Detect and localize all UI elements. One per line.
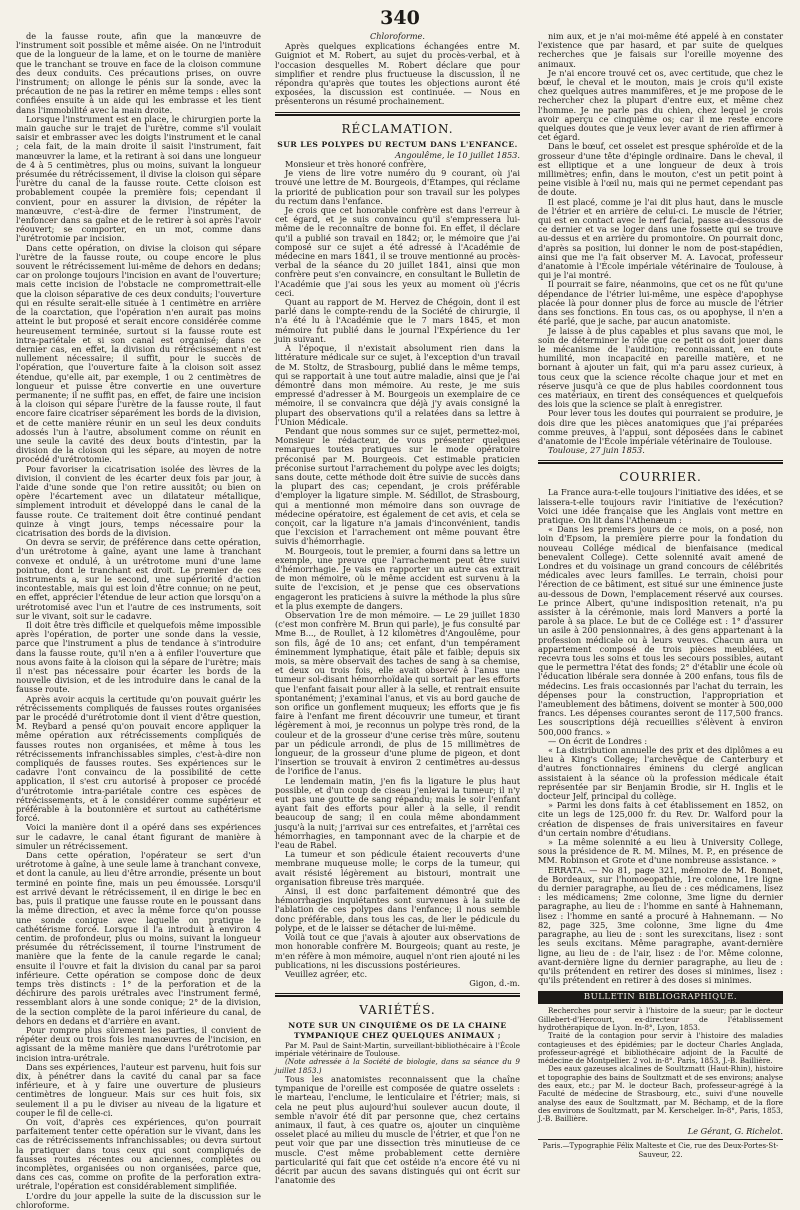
paragraph: nim aux, et je n'ai moi-même été appelé à en constater l'existence que par hasard, et par suite de quelques recherches que je faisais sur l'oreille moyenne des animaux. [538, 31, 783, 69]
paragraph: Voici la manière dont il a opéré dans ses expériences sur le cadavre, le canal étant figurant de manière à simuler un rétrécissement. [16, 822, 261, 851]
page-number: 340 [380, 7, 420, 29]
paragraph: La France aura-t-elle toujours l'initiative des idées, et se laissera-t-elle toujours ravir l'initiative de l'exécution? Voici une idée française que les Anglais vont mettre en pratique. On lit dans l'Athenæum : [538, 487, 783, 525]
paragraph: On devra se servir, de préférence dans cette opération, d'un urétrotome à gaîne, ayant une lame à tranchant convexe et ondulé, à un urétrotome muni d'une lame pointue, dont le tranchant est droit. Le premier de ces instruments a, sur le second, une supériorité d'action incontestable, mais qui est loin d'être connue; on ne peut, en effet, apprécier l'étendue de leur action que lorsqu'on a urétrotomisé avec l'un et l'autre de ces instruments, soit sur le vivant, soit sur le cadavre. [16, 537, 261, 621]
letter-salutation: Monsieur et très honoré confrère, [285, 159, 427, 170]
paragraph: « Dans les premiers jours de ce mois, on a posé, non loin d'Epsom, la première pierre pour la fondation du nouveau Collége médical de bienfaisance (medical benevalent College). Cette solennité avait amené de Londres et du voisinage un grand concours de célébrités médicales avec leurs familles. Le terrain, choisi pour l'érection de ce bâtiment, est situé sur une éminence juste au-dessous de Down, l'emplacement réservé aux courses. Le prince Albert, qu'une indisposition retenait, n'a pu assister à la cérémonie, mais lord Manvers a porté la parole à sa place. Le but de ce Collége est : 1° d'assurer un asile à 200 pensionnaires, à des gens appartenant à la profession médicale ou à leurs veuves. Chacun aura un appartement composé de trois pièces meublées, et recevra tous les soins et tous les secours possibles, autant que le permettra l'état des fonds; 2° d'établir une école où l'éducation libérale sera donnée à 200 enfans, tous fils de médecins. Les frais occasionnés par l'achat du terrain, les dépenses pour la construction, l'appropriation et l'ameublement des bâtimens, doivent se monter à 500,000 francs. Les dépenses courantes seront de 117,500 francs. Les souscriptions déjà recueillies s'élèvent à environ 500,000 francs. » [538, 524, 783, 737]
paragraph: — On écrit de Londres : [548, 735, 648, 746]
paragraph: Lorsque l'instrument est en place, le chirurgien porte la main gauche sur le trajet de l'urètre, comme s'il voulait saisir et embrasser avec les doigts l'instrument et le canal ; cela fait, de la main droite il saisit l'instrument, fait manœuvrer la lame, et la retirant à soi dans une longueur de 4 à 5 centimètres, plus ou moins, suivant la longueur présumée du rétrécissement, il divise la cloison qui sépare l'urètre du canal de la fausse route. Cette cloison est probablement coupée la première fois; cependant il convient, pour en assurer la division, de répéter la manœuvre, c'est-à-dire de fermer l'instrument, de l'enfoncer dans sa gaîne et de le retirer à soi après l'avoir réouvert; se comporter, en un mot, comme dans l'urétrotomie par incision. [16, 113, 261, 244]
paragraph: Pour lever tous les doutes qui pourraient se produire, je dois dire que les pièces anatomiques que j'ai préparées comme preuves, à l'appui, sont déposées dans le cabinet d'anatomie de l'École impériale vétérinaire de Toulouse. [538, 408, 783, 446]
paragraph: L'ordre du jour appelle la suite de la discussion sur le chloroforme. [16, 1190, 261, 1210]
chloroforme-summary: Après quelques explications échangées entre M. Guigniot et M. Robert, au sujet du procès-verbal, et à l'occasion desquelles M. Robert déclare que pour simplifier et rendre plus fructueuse la discussion, il ne répondra qu'après que toutes les objections auront été exposées, la discussion est continuée. — Nous en présenterons un résumé prochainement. [275, 41, 520, 107]
paragraph: Dans ses expériences, l'auteur est parvenu, huit fois sur dix, à pénétrer dans la cavité du canal par sa face inférieure, et à y faire une ouverture de plusieurs centimètres de longueur. Mais sur ces huit fois, six seulement il a pu le diviser au niveau de la ligature et couper le fil de celle-ci. [16, 1061, 261, 1118]
paragraph: Pour rompre plus sûrement les parties, il convient de répéter deux ou trois fois les manœuvres de l'incision, en agissant de la même manière que dans l'urétrotomie par incision intra-urétrale. [16, 1024, 261, 1063]
article-byline: Par M. Paul de Saint-Martin, surveillant-bibliothécaire à l'École impériale vétérinaire de Toulouse. [275, 1040, 520, 1059]
column-left [16, 32, 261, 1210]
paragraph: La tumeur et son pédicule étaient recouverts d'une membrane muqueuse molle; le corps de la tumeur, qui avait résisté légèrement au bistouri, montrait une organisation fibreuse très marquée. [275, 849, 520, 887]
paragraph: Veuillez agréer, etc. [285, 968, 368, 979]
paragraph: Recherches pour servir à l'histoire de la sueur; par le docteur Gillebert-d'Hercourt, ex-directeur de l'établissement hydrothérapique de Lyon. In-8°, Lyon, 1853. [538, 1006, 783, 1032]
paragraph: Après avoir acquis la certitude qu'on pouvait guérir les rétrécissements compliqués de fausses routes organisées par le procédé d'urétrotomie dont il vient d'être question, M. Reybard a pensé qu'on pouvait encore appliquer la même opération aux rétrécissements compliqués de fausses routes non organisées, et même à tous les rétrécissements infranchissables simples, c'est-à-dire non compliqués de fausses routes. Ses expériences sur le cadavre l'ont convaincu de la possibilité de cette application, il s'est cru autorisé à proposer ce procédé d'urétrotomie intra-pariétale contre ces espèces de rétrécissements, et à le considérer comme supérieur et préférable à la boutonnière et surtout au cathétérisme forcé. [16, 693, 261, 824]
divider [275, 112, 520, 113]
letter-place-date: Angoulême, le 10 juillet 1853. [395, 149, 520, 160]
paragraph: Dans cette opération, l'opérateur se sert d'un urétrotome à gaîne, à une seule lame à tranchant convexe, et dont la canule, au lieu d'être arrondie, présente un bout terminé en pointe fine, mais un peu émoussée. Lorsqu'il est arrivé devant le rétrécissement, il en dirige le bec en bas, puis il pratique une fausse route en le poussant dans la même direction, et avec la même force qu'on pousse une sonde conique avec laquelle on pratique le cathétérisme forcé. Lorsque il l'a introduit à environ 4 centim. de profondeur, plus ou moins, suivant la longueur présumée du rétrécissement, il tourne l'instrument de manière que la fente de la canule regarde le canal; ensuite il l'ouvre et fait la division du canal par sa paroi inférieure. Cette opération se compose donc de deux temps très distincts : 1° de la perforation et de la déchirure des parois urétrales avec l'instrument fermé, ressemblant alors à une sonde conique; 2° de la division, de la section complète de la paroi inférieure du canal, de dehors en dedans et d'arrière en avant. [16, 850, 261, 1026]
paragraph: Dans cette opération, on divise la cloison qui sépare l'urètre de la fausse route, ou coupe encore le plus souvent le rétrécissement lui-même de dehors en dedans; car on prolonge toujours l'incision en avant de l'ouverture; mais cette incision de l'obstacle ne compromettrait-elle que la cloison séparative de ces deux conduits; l'ouverture qui en résulte serait-elle située à 1 centimètre en arrière de la coarctation, que l'opération n'en aurait pas moins atteint le but proposé et serait encore considérée comme heureusement terminée, surtout si la fausse route est intra-pariétale et si son canal est organisé; dans ce dernier cas, en effet, la division du rétrécissement n'est nullement nécessaire; il suffit, pour le succès de l'opération, que l'ouverture faite à la cloison soit assez étendue, qu'elle ait, par exemple, 1 ou 2 centimètres de longueur et puisse être convertie en une ouverture permanente; il ne suffit pas, en effet, de faire une incision à la cloison qui sépare l'urètre de la fausse route, il faut encore faire cicatriser séparément les bords de la division, et de cette manière réunir en un seul les deux conduits adossés l'un à l'autre, absolument comme on réunit en une seule la cavité des deux bouts d'intestin, par la division de la cloison qui les sépare, au moyen de notre procédé d'urétrotomie. [16, 242, 261, 465]
printer-imprint: Paris.—Typographie Félix Malteste et Cie, rue des Deux-Portes-St-Sauveur, 22. [538, 1139, 783, 1160]
divider [275, 993, 520, 994]
paragraph: On voit, d'après ces expériences, qu'on pourrait parfaitement tenter cette opération sur le vivant, dans les cas de rétrécissements infranchissables; ou devra surtout la pratiquer dans tous ceux qui sont compliqués de fausses routes récentes ou anciennes, complètes ou incomplètes, organisées ou non organisées, parce que, dans ces cas, comme on profite de la perforation extra-urétrale, l'opération est considérablement simplifiée. [16, 1116, 261, 1192]
section-heading-varietes: VARIÉTÉS. [359, 1003, 436, 1018]
courrier-body [538, 488, 783, 985]
gerant-signature: Le Gérant, G. Richelot. [687, 1126, 783, 1137]
article-note: (Note adressée à la Société de biologie, dans sa séance du 9 juillet 1853.) [275, 1057, 520, 1075]
section-heading-courrier: COURRIER. [619, 470, 702, 485]
section-heading-bulletin: BULLETIN BIBLIOGRAPHIQUE. [538, 991, 783, 1004]
paragraph: Il doit être très difficile et quelquefois même impossible après l'opération, de porter une sonde dans la vessie, parce que l'instrument a plus de tendance à s'introduire dans la fausse route, qu'il n'en a à enfiler l'ouverture que nous avons faite à la cloison qui la sépare de l'urètre; mais il n'est pas nécessaire pour écarter les bords de la nouvelle division, et de les introduire dans le canal de la fausse route. [16, 620, 261, 695]
column-right [538, 32, 783, 1160]
paragraph: Pendant que nous sommes sur ce sujet, permettez-moi, Monsieur le rédacteur, de vous présenter quelques remarques toutes pratiques sur le mode opératoire préconisé par M. Bourgeois. Cet estimable praticien préconise surtout l'arrachement du polype avec les doigts; sans doute, cette méthode doit être suivie de succès dans la plupart des cas; cependant, je crois préférable d'employer la ligature simple. M. Sédillot, de Strasbourg, qui a mentionné mon mémoire dans son ouvrage de médecine opératoire, est également de cet avis, et cela se conçoit, car la ligature n'a jamais d'inconvénient, tandis que l'excision et l'arrachement ont même pouvant être suivis d'hémorrhagie. [275, 425, 520, 547]
paragraph: » Parmi les dons faits à cet établissement en 1852, on cite un legs de 125,000 fr. du Rev. Dr. Walford pour la création de dispenses de frais universitaires en faveur d'un certain nombre d'étudians. [538, 800, 783, 838]
section-subtitle-chloroforme: Chloroforme. [369, 31, 425, 41]
paragraph: Traité de la contagion pour servir à l'histoire des maladies contagieuses et des épidémies; par le docteur Charles Anglada, professeur-agrégé et bibliothécaire adjoint de la Faculté de médecine de Montpellier. 2 vol. in-8°. Paris, 1853, J.-B. Baillière. [538, 1031, 783, 1066]
paragraph: M. Bourgeois, tout le premier, a fourni dans sa lettre un exemple, une preuve que l'arrachement peut être suivi d'hémorrhagie. Je vais en rapporter un autre cas extrait de mon mémoire, où le même accident est survenu à la suite de l'excision, et je pense que ces observations engageront les praticiens à suivre la méthode la plus sûre et la plus exempte de dangers. [275, 545, 520, 611]
letter-signature: Gigon, d.-m. [469, 978, 520, 989]
paragraph: ERRATA. — No 81, page 321, mémoire de M. Bonnet, de Bordeaux, sur l'homoeopathie, 1re colonne, 1re ligne du dernier paragraphe, au lieu de : ces médicamens, lisez : les médicamens; 2me colonne, 3me ligne du dernier paragraphe, au lieu de : l'homme en santé à Hahnemann, lisez : l'homme en santé a procuré à Hahnemann. — No 82, page 325, 3me colonne, 3me ligne du 4me paragraphe, au lieu de : sont les surexcitans, lisez : sont les seuls excitans. Même paragraphe, avant-dernière ligne, au lieu de : de l'air, lisez : de l'or. Même colonne, avant-dernière ligne du dernier paragraphe, au lieu de : qu'ils prétendent en retirer des doses si minimes, lisez : qu'ils prétendent en retirer à des doses si minimes. [538, 864, 783, 986]
paragraph: Pour favoriser la cicatrisation isolée des lèvres de la division, il convient de les écarter deux fois par jour, à l'aide d'une sonde que l'on retire aussitôt; ou bien on opère l'écartement avec un dilatateur métallique, simplement introduit et développé dans le canal de la fausse route. Ce traitement doit être continué pendant quinze à vingt jours, temps nécessaire pour la cicatrisation des bords de la division. [16, 463, 261, 538]
divider [275, 114, 520, 116]
paragraph: Je laisse à de plus capables et plus savans que moi, le soin de déterminer le rôle que ce petit os doit jouer dans le mécanisme de l'audition; reconnaissant, en toute humilité, mon incapacité en pareille matière, et ne bornant à ajouter un fait, qui m'a paru assez curieux, à tous ceux que la science récolte chaque jour et met en réserve jusqu'à ce que de plus habiles coordonnent tous ces matériaux, en tirent des conséquences et quelquefois des lois que la science se plaît à enregistrer. [538, 325, 783, 410]
paragraph: Je crois que cet honorable confrère est dans l'erreur à cet égard, et je suis convaincu qu'il s'empressera lui-même de le reconnaître de bonne foi. En effet, il déclare qu'il a publié son travail en 1842; or, le mémoire que j'ai composé sur ce sujet a été adressé à l'Académie de médecine en mars 1841, il se trouve mentionné au procès-verbal de la séance du 20 juillet 1841, ainsi que mon confrère peut s'en convaincre, en consultant le Bulletin de l'Académie que j'ai sous les yeux au moment où j'écris ceci. [275, 205, 520, 298]
paragraph: Le lendemain matin, j'en fis la ligature le plus haut possible, et d'un coup de ciseau j'enlevai la tumeur; il n'y eut pas une goutte de sang répandu; mais le soir l'enfant ayant fait des efforts pour aller à la selle, il rendit beaucoup de sang; il en coula même abondamment jusqu'à la nuit; j'arrivai sur ces entrefaites, et j'arrêtai ces hémorrhagies, en tamponnant avec de la charpie et de l'eau de Rabel. [275, 775, 520, 851]
divider [275, 995, 520, 997]
paragraph: « La distribution annuelle des prix et des diplômes a eu lieu à King's College; l'archevêque de Canterbury et d'autres fonctionnaires éminens du clergé anglican assistaient à la séance où la profession médicale était représentée par sir Benjamin Brodie, sir H. Inglis et le docteur Jelf, principal du collège. [538, 745, 783, 802]
paragraph: Voilà tout ce que j'avais à ajouter aux observations de mon honorable confrère M. Bourgeois; quant au reste, je m'en réfère à mon mémoire, auquel n'ont rien ajouté ni les publications, ni les discussions postérieures. [275, 932, 520, 970]
paragraph: de la fausse route, afin que la manœuvre de l'instrument soit possible et même aisée. On ne l'introduit que de la longueur de la lame, et on le tourne de manière que le tranchant se trouve en face de la cloison commune des deux conduits. Ces précautions prises, on ouvre l'instrument; on allonge le pénis sur la sonde, avec la précaution de ne pas la retirer en même temps : elles sont confiées ensuite à un aide qui les embrasse et les tient dans l'immobilité avec la main droite. [16, 31, 261, 115]
paragraph: Il est placé, comme je l'ai dit plus haut, dans le muscle de l'étrier et en arrière de celui-ci. Le muscle de l'étrier, qui est en contact avec le nerf facial, passe au-dessous de ce dernier et va se loger dans une fossette qui se trouve au-dessus et en arrière du promontoire. On pourrait donc, d'après sa position, lui donner le nom de post-stapédien, ainsi que me l'a fait observer M. A. Lavocat, professeur d'anatomie à l'École impériale vétérinaire de Toulouse, à qui je l'ai montré. [538, 196, 783, 281]
paragraph: Je n'ai encore trouvé cet os, avec certitude, que chez le bœuf, le cheval et le mouton, mais je crois qu'il existe chez quelques autres mammifères, et je me propose de le rechercher chez la plupart d'entre eux, et même chez l'homme. Je ne parle pas du chien, chez lequel je crois avoir aperçu ce cinquième os; car il me reste encore quelques doutes que je veux lever avant de rien affirmer à cet égard. [538, 67, 783, 143]
section-heading-reclamation: RÉCLAMATION. [341, 121, 454, 136]
article-title-polypes: SUR LES POLYPES DU RECTUM DANS L'ENFANCE. [277, 139, 518, 149]
article-title-cinquieme-os: NOTE SUR UN CINQUIÈME OS DE LA CHAINE TYMPANIQUE CHEZ QUELQUES ANIMAUX ; [288, 1021, 507, 1040]
paragraph: Observation 1re de mon mémoire. — Le 29 juillet 1830 (c'est mon confrère M. Brun qui parle), je fus consulté par Mme B..., de Roullet, à 12 kilomètres d'Angoulême, pour son fils, âgé de 10 ans; cet enfant, d'un tempérament éminemment lymphatique, était pâle et faible; depuis six mois, sa mère observait des taches de sang à sa chemise, et deux ou trois fois, elle avait observé à l'anus une tumeur sol-disant hémorrhoïdale qui sortait par les efforts que l'enfant faisait pour aller à la selle, et rentrait ensuite spontanément; j'examinai l'anus, et vis au bord gauche de son orifice un gonflement muqueux; les efforts que je fis faire à l'enfant me firent découvrir une tumeur, et tirant légèrement à moi, je reconnus un polype très rond, de la couleur et de la grosseur d'une cerise très mûre, soutenu par un pédicule arrondi, de plus de 15 millimètres de longueur, de la grosseur d'une plume de pigeon, et dont l'insertion se trouvait à environ 2 centimètres au-dessus de l'orifice de l'anus. [275, 609, 520, 777]
paragraph: » La même solennité a eu lieu à University College, sous la présidence de R. M. Milnes, M. P., en présence de MM. Robinson et Grote et d'une nombreuse assistance. » [538, 837, 783, 866]
paragraph: Dans le bœuf, cet osselet est presque sphéroïde et de la grosseur d'une tête d'épingle ordinaire. Dans le cheval, il est elliptique et a une longueur de deux à trois millimètres; enfin, dans le mouton, c'est un petit point à peine visible à l'œil nu, mais qui ne permet cependant pas de doute. [538, 141, 783, 198]
paragraph: Je viens de lire votre numéro du 9 courant, où j'ai trouvé une lettre de M. Bourgeois, d'Étampes, qui réclame la priorité de publication pour son travail sur les polypes du rectum dans l'enfance. [275, 168, 520, 206]
paragraph: Ainsi, il est donc parfaitement démontré que des hémorrhagies inquiétantes sont survenues à la suite de l'ablation de ces polypes dans l'enfance; il nous semble donc préférable, dans tous les cas, de lier le pédicule du polype, et de le laisser se détacher de lui-même. [275, 886, 520, 933]
paragraph: Tous les anatomistes reconnaissent que la chaîne tympanique de l'oreille est composée de quatre osselets : le marteau, l'enclume, le lenticulaire et l'étrier; mais, si cela ne peut plus aujourd'hui soulever aucun doute, il semble n'avoir été dit par personne que, chez certains animaux, il faut, à ces quatre os, ajouter un cinquième osselet placé au milieu du muscle de l'étrier, et que l'on ne peut voir que par une dissection très minutieuse de ce muscle. C'est même probablement cette dernière particularité qui fait que cet ostéide n'a encore été vu ni décrit par aucun des savans distingués qui ont écrit sur l'anatomie des [275, 1073, 520, 1186]
paragraph: Il pourrait se faire, néanmoins, que cet os ne fût qu'une dépendance de l'étrier lui-même, une espèce d'apophyse placée là pour donner plus de force au muscle de l'étrier dans ses fonctions. En tous cas, os ou apophyse, il n'en a été parlé, que je sache, par aucun anatomiste. [538, 279, 783, 327]
column-middle [275, 32, 520, 1185]
bibliography-list [538, 1007, 783, 1123]
paragraph: Des eaux gazeuses alcalines de Soultzmatt (Haut-Rhin), histoire et topographie des bains de Soultzmatt et de ses environs; analyse des eaux, etc.; par M. le docteur Bach, professeur-agrégé à la Faculté de médecine de Strasbourg, etc., suivi d'une nouvelle analyse des eaux de Soultzmatt, par M. Béchamp, et de la flore des environs de Soultzmatt, par M. Kerschelger. In-8°, Paris, 1853, J.-B. Baillière. [538, 1064, 783, 1124]
divider [538, 460, 783, 461]
paragraph: Quant au rapport de M. Hervez de Chégoin, dont il est parlé dans le compte-rendu de la Société de chirurgie, il n'a été lu à l'Académie que le 7 mars 1845, et mon mémoire fut publié dans le journal l'Expérience du 1er juin suivant. [275, 297, 520, 344]
paragraph: À l'époque, il n'existait absolument rien dans la littérature médicale sur ce sujet, à l'exception d'un travail de M. Stoltz, de Strasbourg, publié dans le même temps, qui se rapportait à une tout autre maladie, ainsi que je l'ai démontré dans mon mémoire. Au reste, je me suis empressé d'adresser à M. Bourgeois un exemplaire de ce mémoire, il se convaincra que déjà j'y avais consigné la plupart des observations qu'il a relatées dans sa lettre à l'Union Médicale. [275, 343, 520, 427]
article-body [275, 1075, 520, 1185]
article-continuation [538, 32, 783, 446]
article-date: Toulouse, 27 juin 1853. [548, 445, 645, 456]
divider [538, 462, 783, 464]
letter-body [275, 169, 520, 979]
